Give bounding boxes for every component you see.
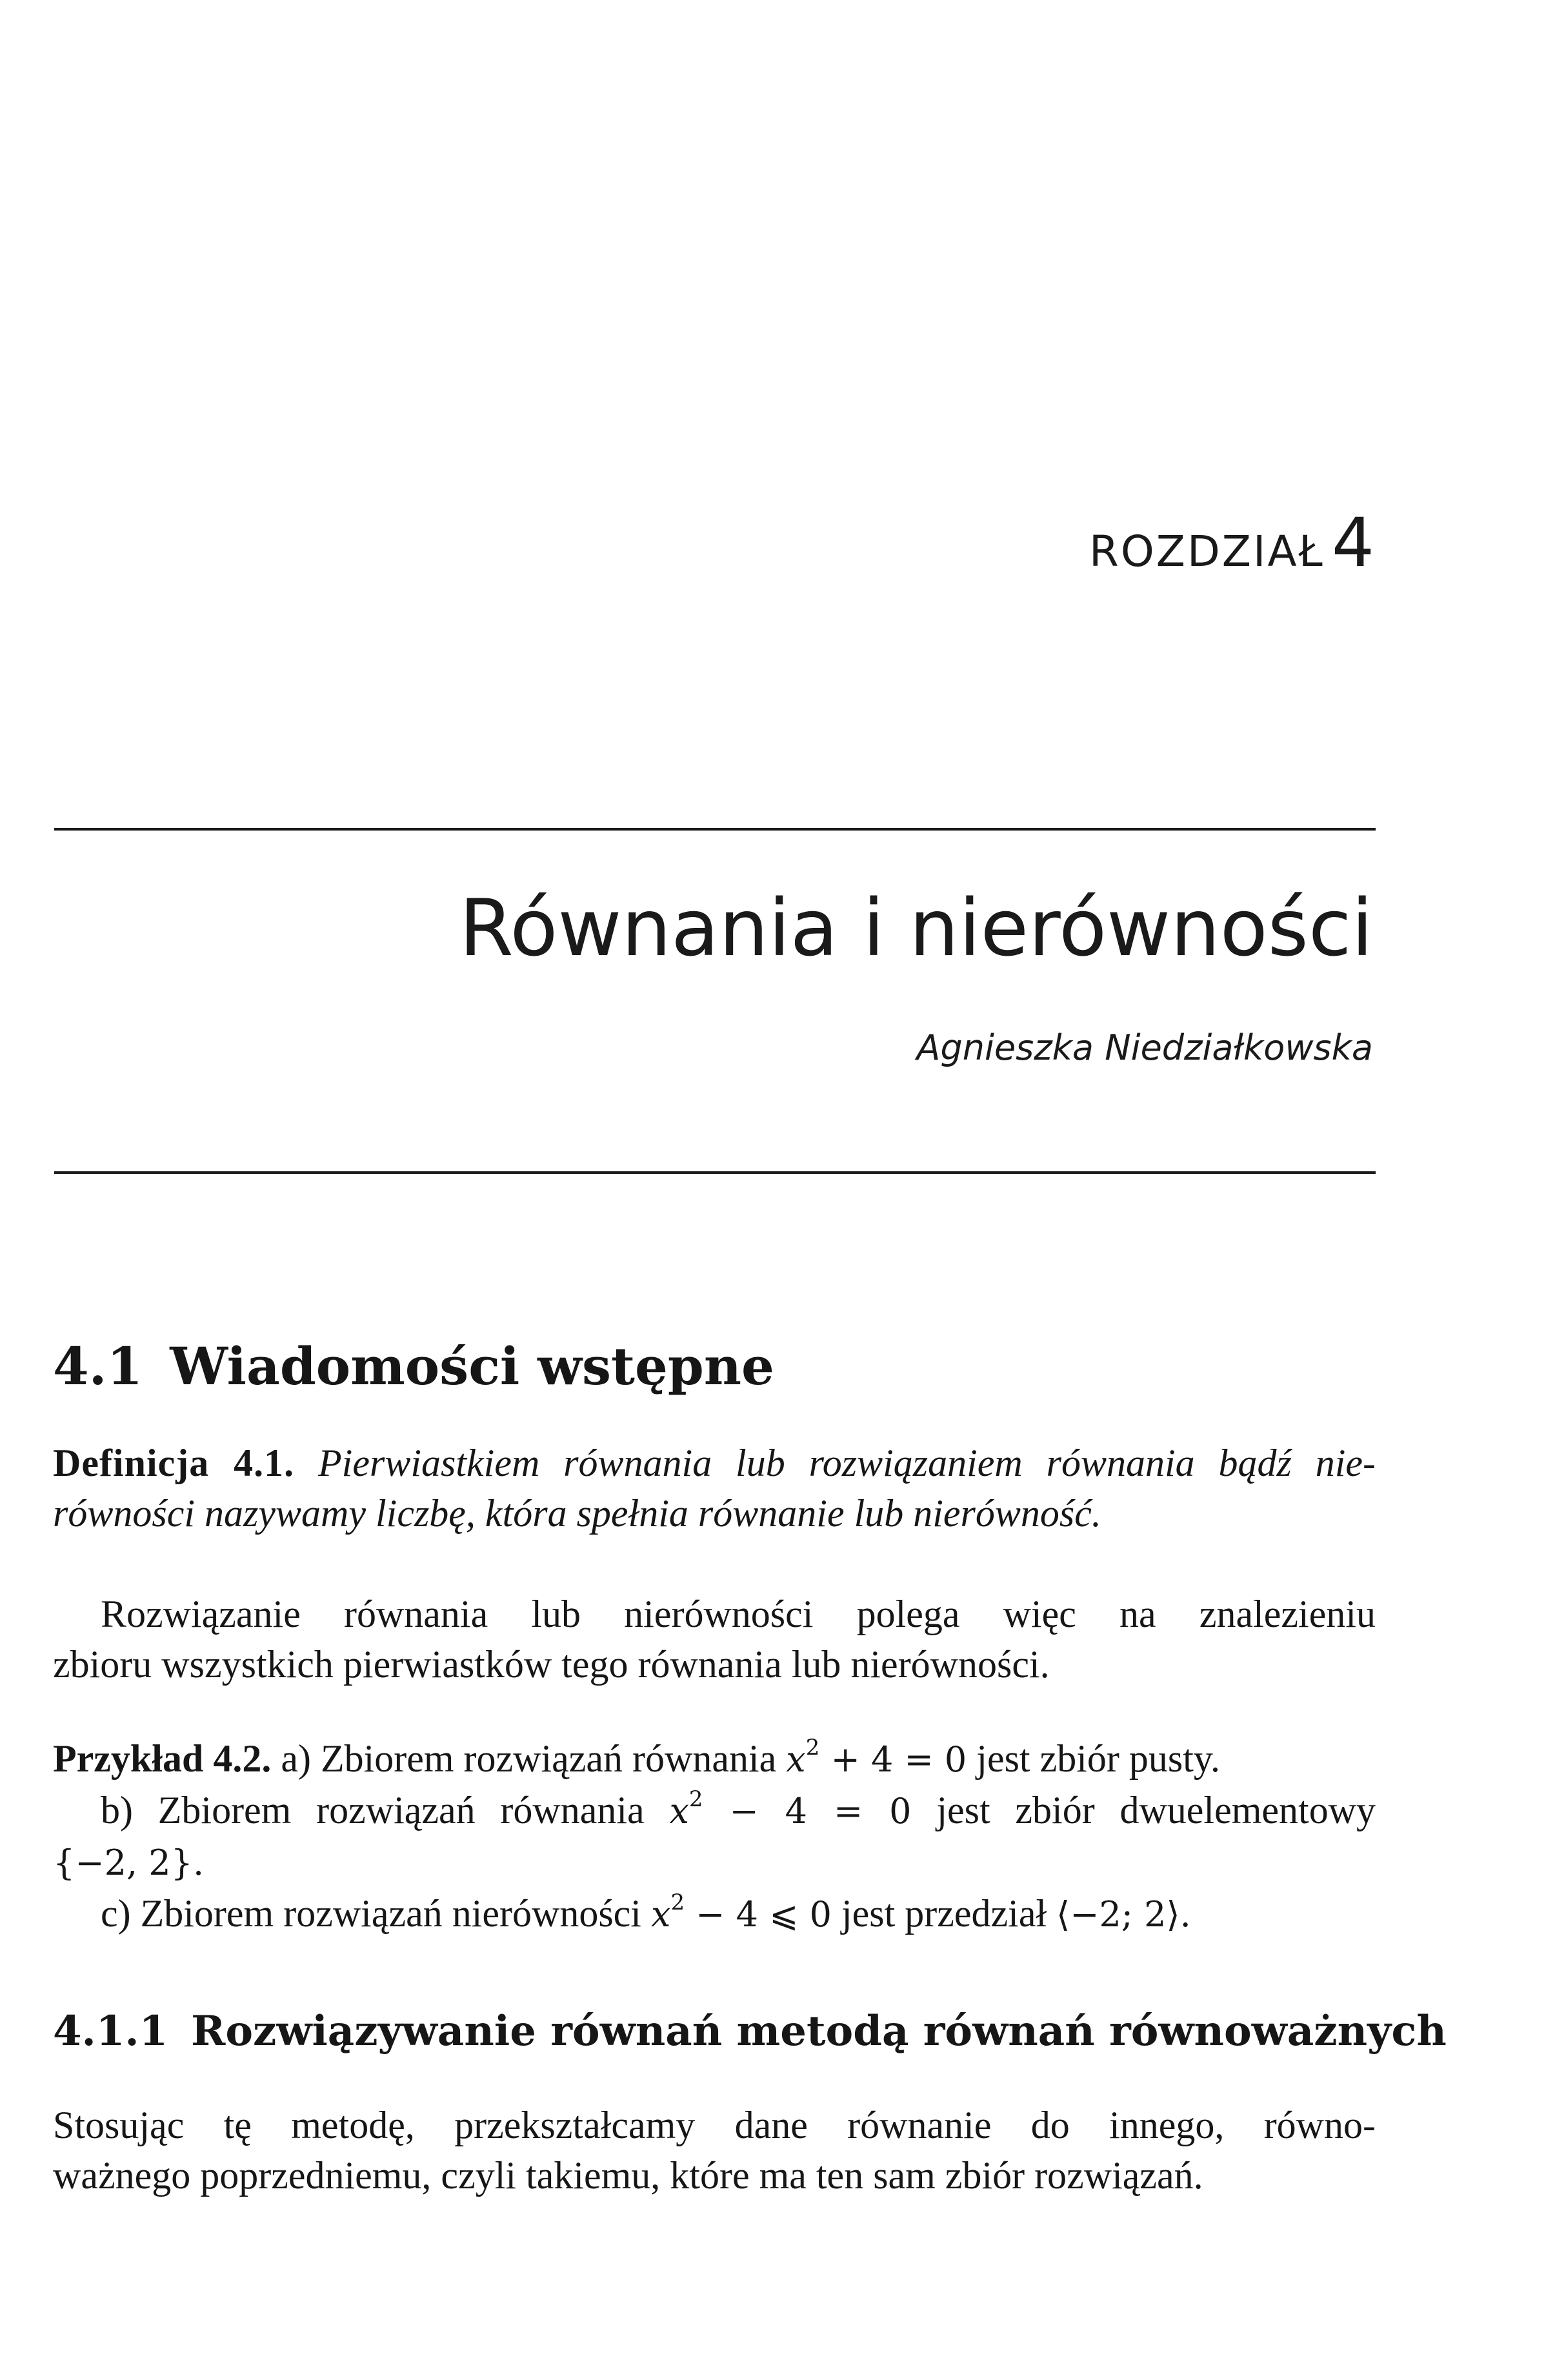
intro-line-2: zbioru wszystkich pierwiastków tego równania lub nierówności. (53, 1643, 1050, 1686)
bottom-divider (54, 1171, 1376, 1174)
definition-line-2: równości nazywamy liczbę, która spełnia równanie lub nierówność. (53, 1492, 1101, 1535)
section-heading (53, 1336, 774, 1397)
example-a-tail: jest zbiór pusty. (976, 1737, 1221, 1780)
example-block (53, 1733, 1376, 1940)
section-title: Wiadomości wstępne (170, 1336, 774, 1397)
example-lead: Przykład 4.2. (53, 1737, 272, 1780)
top-divider (54, 828, 1376, 831)
method-line-2: ważnego poprzedniemu, czyli takiemu, które ma ten sam zbiór rozwiązań. (53, 2154, 1203, 2197)
subsection-heading (53, 2007, 1447, 2055)
definition-block (53, 1438, 1376, 1538)
chapter-author: Agnieszka Niedziałkowska (916, 1027, 1373, 1068)
definition-lead: Definicja 4.1. (53, 1442, 295, 1484)
chapter-word: ROZDZIAŁ (1088, 527, 1325, 576)
example-a-math: $x^2 + 4 = 0$ (786, 1735, 967, 1780)
intro-paragraph (53, 1589, 1376, 1689)
example-b-text: b) Zbiorem rozwiązań równania (101, 1789, 645, 1831)
section-number: 4.1 (53, 1336, 143, 1397)
example-c-text: c) Zbiorem rozwiązań nierówności (101, 1892, 641, 1935)
method-line-1: Stosując tę metodę, przekształcamy dane równanie do innego, równo- (53, 2104, 1376, 2146)
subsection-number: 4.1.1 (53, 2007, 168, 2055)
example-c-tail: jest przedział (841, 1892, 1047, 1935)
definition-line-1: Pierwiastkiem równania lub rozwiązaniem równania bądź nie- (318, 1442, 1376, 1484)
example-c-interval: ⟨−2; 2⟩. (1056, 1894, 1191, 1935)
method-paragraph (53, 2100, 1376, 2201)
example-c-math: $x^2 - 4$ ⩽ 0 (650, 1890, 832, 1935)
chapter-title: Równania i nierówności (459, 883, 1373, 974)
example-b-set: {−2, 2}. (53, 1842, 205, 1883)
example-b-math: $x^2 - 4 = 0$ (669, 1786, 912, 1831)
example-a-text: a) Zbiorem rozwiązań równania (281, 1737, 777, 1780)
example-b-tail: jest zbiór dwuelementowy (936, 1789, 1376, 1831)
chapter-label (1089, 503, 1374, 582)
subsection-title: Rozwiązywanie równań metodą równań równoważnych (191, 2007, 1447, 2055)
intro-line-1: Rozwiązanie równania lub nierówności polega więc na znalezieniu (101, 1593, 1376, 1635)
chapter-number: 4 (1331, 503, 1374, 582)
